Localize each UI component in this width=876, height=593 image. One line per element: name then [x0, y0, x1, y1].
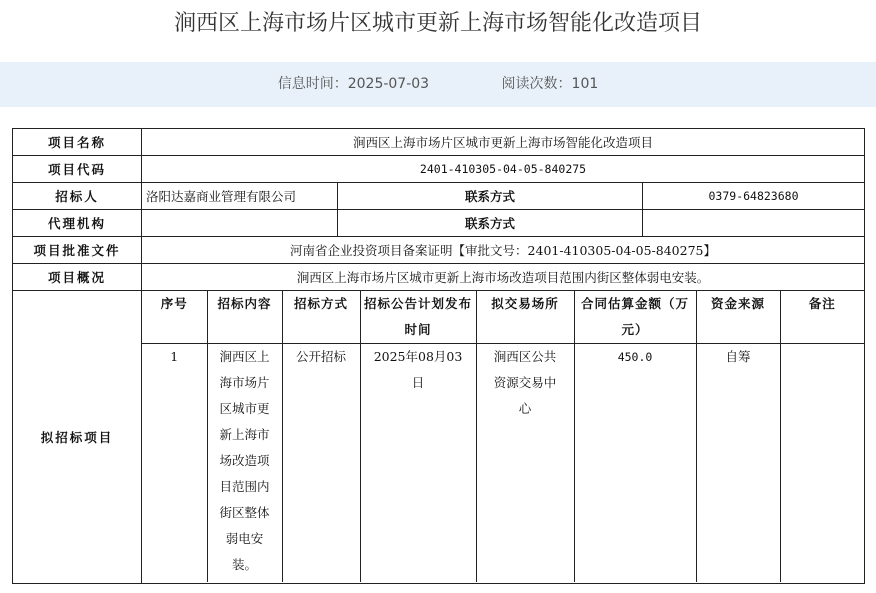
project-name-label: 项目名称: [13, 129, 142, 156]
info-time-value: 2025-07-03: [347, 76, 430, 92]
read-count-label: 阅读次数：: [501, 76, 572, 92]
header-fund-source: 资金来源: [696, 291, 780, 344]
header-amount: 合同估算金额（万元）: [574, 291, 696, 344]
cell-method: 公开招标: [282, 344, 360, 583]
project-code-label: 项目代码: [13, 156, 142, 183]
project-code-value: 2401-410305-04-05-840275: [142, 156, 865, 183]
row-project-name: [13, 129, 865, 156]
header-no: 序号: [142, 291, 207, 344]
project-name-value: 涧西区上海市场片区城市更新上海市场智能化改造项目: [142, 129, 865, 156]
agency-contact-label: 联系方式: [338, 210, 643, 237]
overview-label: 项目概况: [13, 264, 142, 291]
info-time: [278, 76, 429, 92]
table-row: [142, 344, 864, 583]
plan-cell: [142, 291, 865, 584]
row-overview: [13, 264, 865, 291]
tenderer-label: 招标人: [13, 183, 142, 210]
tenderer-contact-value: 0379-64823680: [643, 183, 865, 210]
plan-table: [142, 291, 864, 582]
plan-label: 拟招标项目: [13, 291, 142, 584]
overview-value: 涧西区上海市场片区城市更新上海市场改造项目范围内街区整体弱电安装。: [142, 264, 865, 291]
cell-publish-time: 2025年08月03日: [360, 344, 476, 583]
cell-fund-source: 自筹: [696, 344, 780, 583]
tenderer-contact-label: 联系方式: [338, 183, 643, 210]
read-count: [502, 76, 599, 92]
cell-remark: [780, 344, 864, 583]
header-venue: 拟交易场所: [476, 291, 574, 344]
cell-no: 1: [170, 349, 179, 364]
agency-label: 代理机构: [13, 210, 142, 237]
tenderer-value: 洛阳达嘉商业管理有限公司: [142, 183, 338, 210]
page-title: 涧西区上海市场片区城市更新上海市场智能化改造项目: [173, 11, 702, 36]
header-method: 招标方式: [282, 291, 360, 344]
project-info-table: [12, 128, 865, 584]
header-publish-time: 招标公告计划发布时间: [360, 291, 476, 344]
row-project-code: [13, 156, 865, 183]
cell-amount: 450.0: [574, 344, 696, 583]
row-approval: [13, 237, 865, 264]
read-count-value: 101: [571, 76, 599, 92]
info-time-label: 信息时间：: [277, 76, 348, 92]
info-bar: [0, 62, 876, 107]
row-plan: [13, 291, 865, 584]
agency-value: [142, 210, 338, 237]
header-remark: 备注: [780, 291, 864, 344]
header-content: 招标内容: [207, 291, 282, 344]
approval-label: 项目批准文件: [13, 237, 142, 264]
row-tenderer: [13, 183, 865, 210]
approval-value: 河南省企业投资项目备案证明【审批文号：2401-410305-04-05-840275】: [142, 237, 865, 264]
cell-venue: 涧西区公共资源交易中心: [476, 344, 574, 583]
agency-contact-value: [643, 210, 865, 237]
cell-content: 涧西区上海市场片区城市更新上海市场改造项目范围内街区整体弱电安装。: [207, 344, 282, 583]
plan-header-row: [142, 291, 864, 344]
row-agency: [13, 210, 865, 237]
